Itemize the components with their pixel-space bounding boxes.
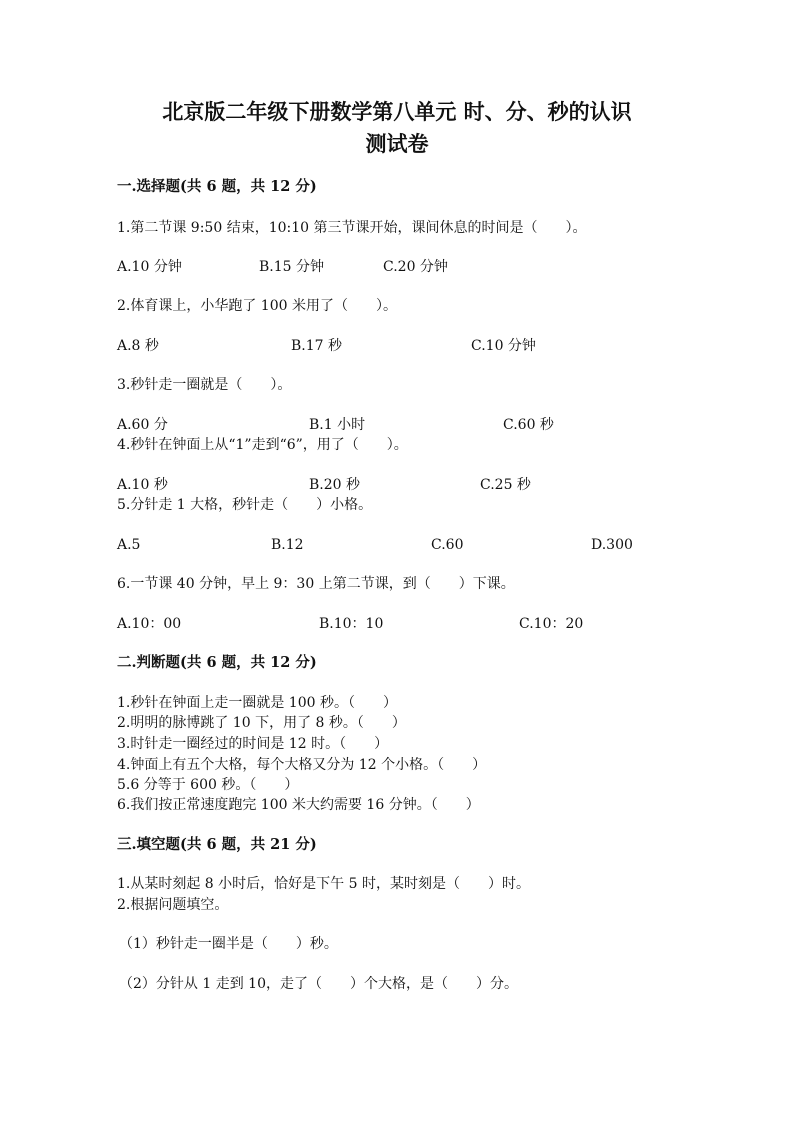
judge-item: 1.秒针在钟面上走一圈就是 100 秒。（ ） (117, 695, 397, 711)
section-heading-fill: 三.填空题(共 6 题，共 21 分) (117, 836, 317, 853)
option-c: C.60 秒 (503, 417, 554, 433)
option-b: B.15 分钟 (259, 259, 325, 275)
judge-item: 3.时针走一圈经过的时间是 12 时。（ ） (117, 736, 389, 752)
option-c: C.10 分钟 (471, 338, 536, 354)
option-b: B.17 秒 (291, 338, 343, 354)
fill-item: 2.根据问题填空。 (117, 897, 229, 913)
page-title-line2: 测试卷 (365, 131, 429, 156)
option-a: A.10 分钟 (117, 259, 182, 275)
option-a: A.10：00 (117, 616, 182, 632)
option-b: B.20 秒 (309, 477, 361, 493)
question-text: 2.体育课上，小华跑了 100 米用了（ ）。 (117, 298, 397, 314)
question-text: 6.一节课 40 分钟，早上 9：30 上第二节课，到（ ）下课。 (117, 576, 515, 592)
judge-item: 5.6 分等于 600 秒。（ ） (117, 777, 299, 793)
question-text: 3.秒针走一圈就是（ ）。 (117, 377, 292, 393)
fill-item: 1.从某时刻起 8 小时后，恰好是下午 5 时，某时刻是（ ）时。 (117, 876, 530, 892)
option-a: A.10 秒 (117, 477, 168, 493)
judge-item: 6.我们按正常速度跑完 100 米大约需要 16 分钟。（ ） (117, 797, 480, 813)
section-heading-judge: 二.判断题(共 6 题，共 12 分) (117, 654, 317, 671)
fill-subitem: （1）秒针走一圈半是（ ）秒。 (119, 936, 338, 952)
option-b: B.10：10 (319, 616, 384, 632)
judge-item: 4.钟面上有五个大格，每个大格又分为 12 个小格。（ ） (117, 757, 487, 773)
option-b: B.1 小时 (309, 417, 366, 433)
question-text: 5.分针走 1 大格，秒针走（ ）小格。 (117, 497, 373, 513)
option-a: A.60 分 (117, 417, 168, 433)
option-d: D.300 (591, 537, 633, 553)
option-c: C.60 (431, 537, 464, 553)
option-c: C.20 分钟 (383, 259, 448, 275)
option-a: A.8 秒 (117, 338, 159, 354)
section-heading-choice: 一.选择题(共 6 题，共 12 分) (117, 178, 317, 195)
judge-item: 2.明明的脉博跳了 10 下，用了 8 秒。（ ） (117, 715, 406, 731)
question-text: 1.第二节课 9:50 结束，10:10 第三节课开始，课间休息的时间是（ ）。 (117, 220, 587, 236)
question-text: 4.秒针在钟面上从“1”走到“6”，用了（ ）。 (117, 437, 408, 453)
fill-subitem: （2）分针从 1 走到 10，走了（ ）个大格，是（ ）分。 (119, 976, 518, 992)
option-a: A.5 (117, 537, 141, 553)
page-title: 北京版二年级下册数学第八单元 时、分、秒的认识 (162, 99, 632, 124)
option-c: C.25 秒 (480, 477, 531, 493)
option-b: B.12 (271, 537, 304, 553)
option-c: C.10：20 (519, 616, 584, 632)
